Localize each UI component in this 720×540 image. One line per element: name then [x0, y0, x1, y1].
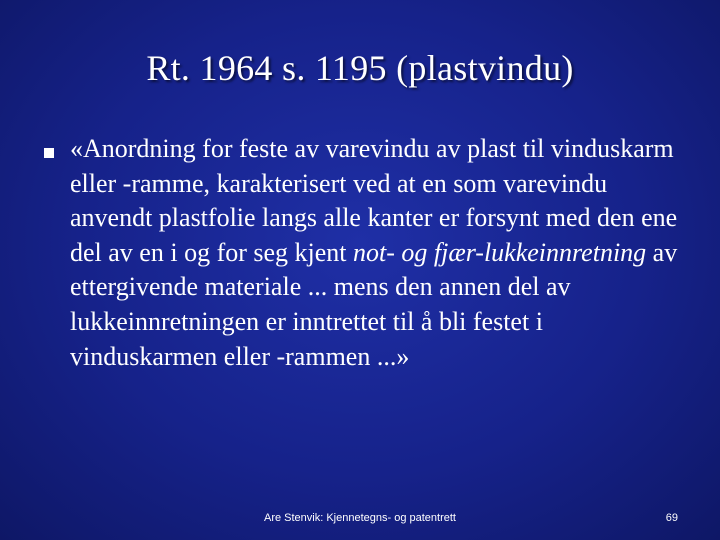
bullet-text-italic: not- og fjær-lukkeinnretning [353, 237, 647, 267]
bullet-text-before: «Anordning for feste av varevindu av plast til vinduskarm eller -ramme, karakterisert ved at en som varevindu anvendt plastfolie langs alle kanter er forsynt med den ene del av en i og for seg kjent [70, 134, 678, 267]
page-number: 69 [665, 512, 678, 524]
square-bullet-icon [44, 148, 54, 158]
bullet-item [42, 132, 692, 374]
slide-content [42, 132, 692, 374]
bullet-text [70, 132, 692, 374]
bullet-text-after: av ettergivende materiale ... mens den annen del av lukkeinnretningen er inntrettet til å bli festet i vinduskarmen eller -rammen ...» [70, 237, 678, 371]
footer-text: Are Stenvik: Kjennetegns- og patentrett [263, 512, 456, 524]
slide-title: Rt. 1964 s. 1195 (plastvindu) [146, 48, 574, 88]
